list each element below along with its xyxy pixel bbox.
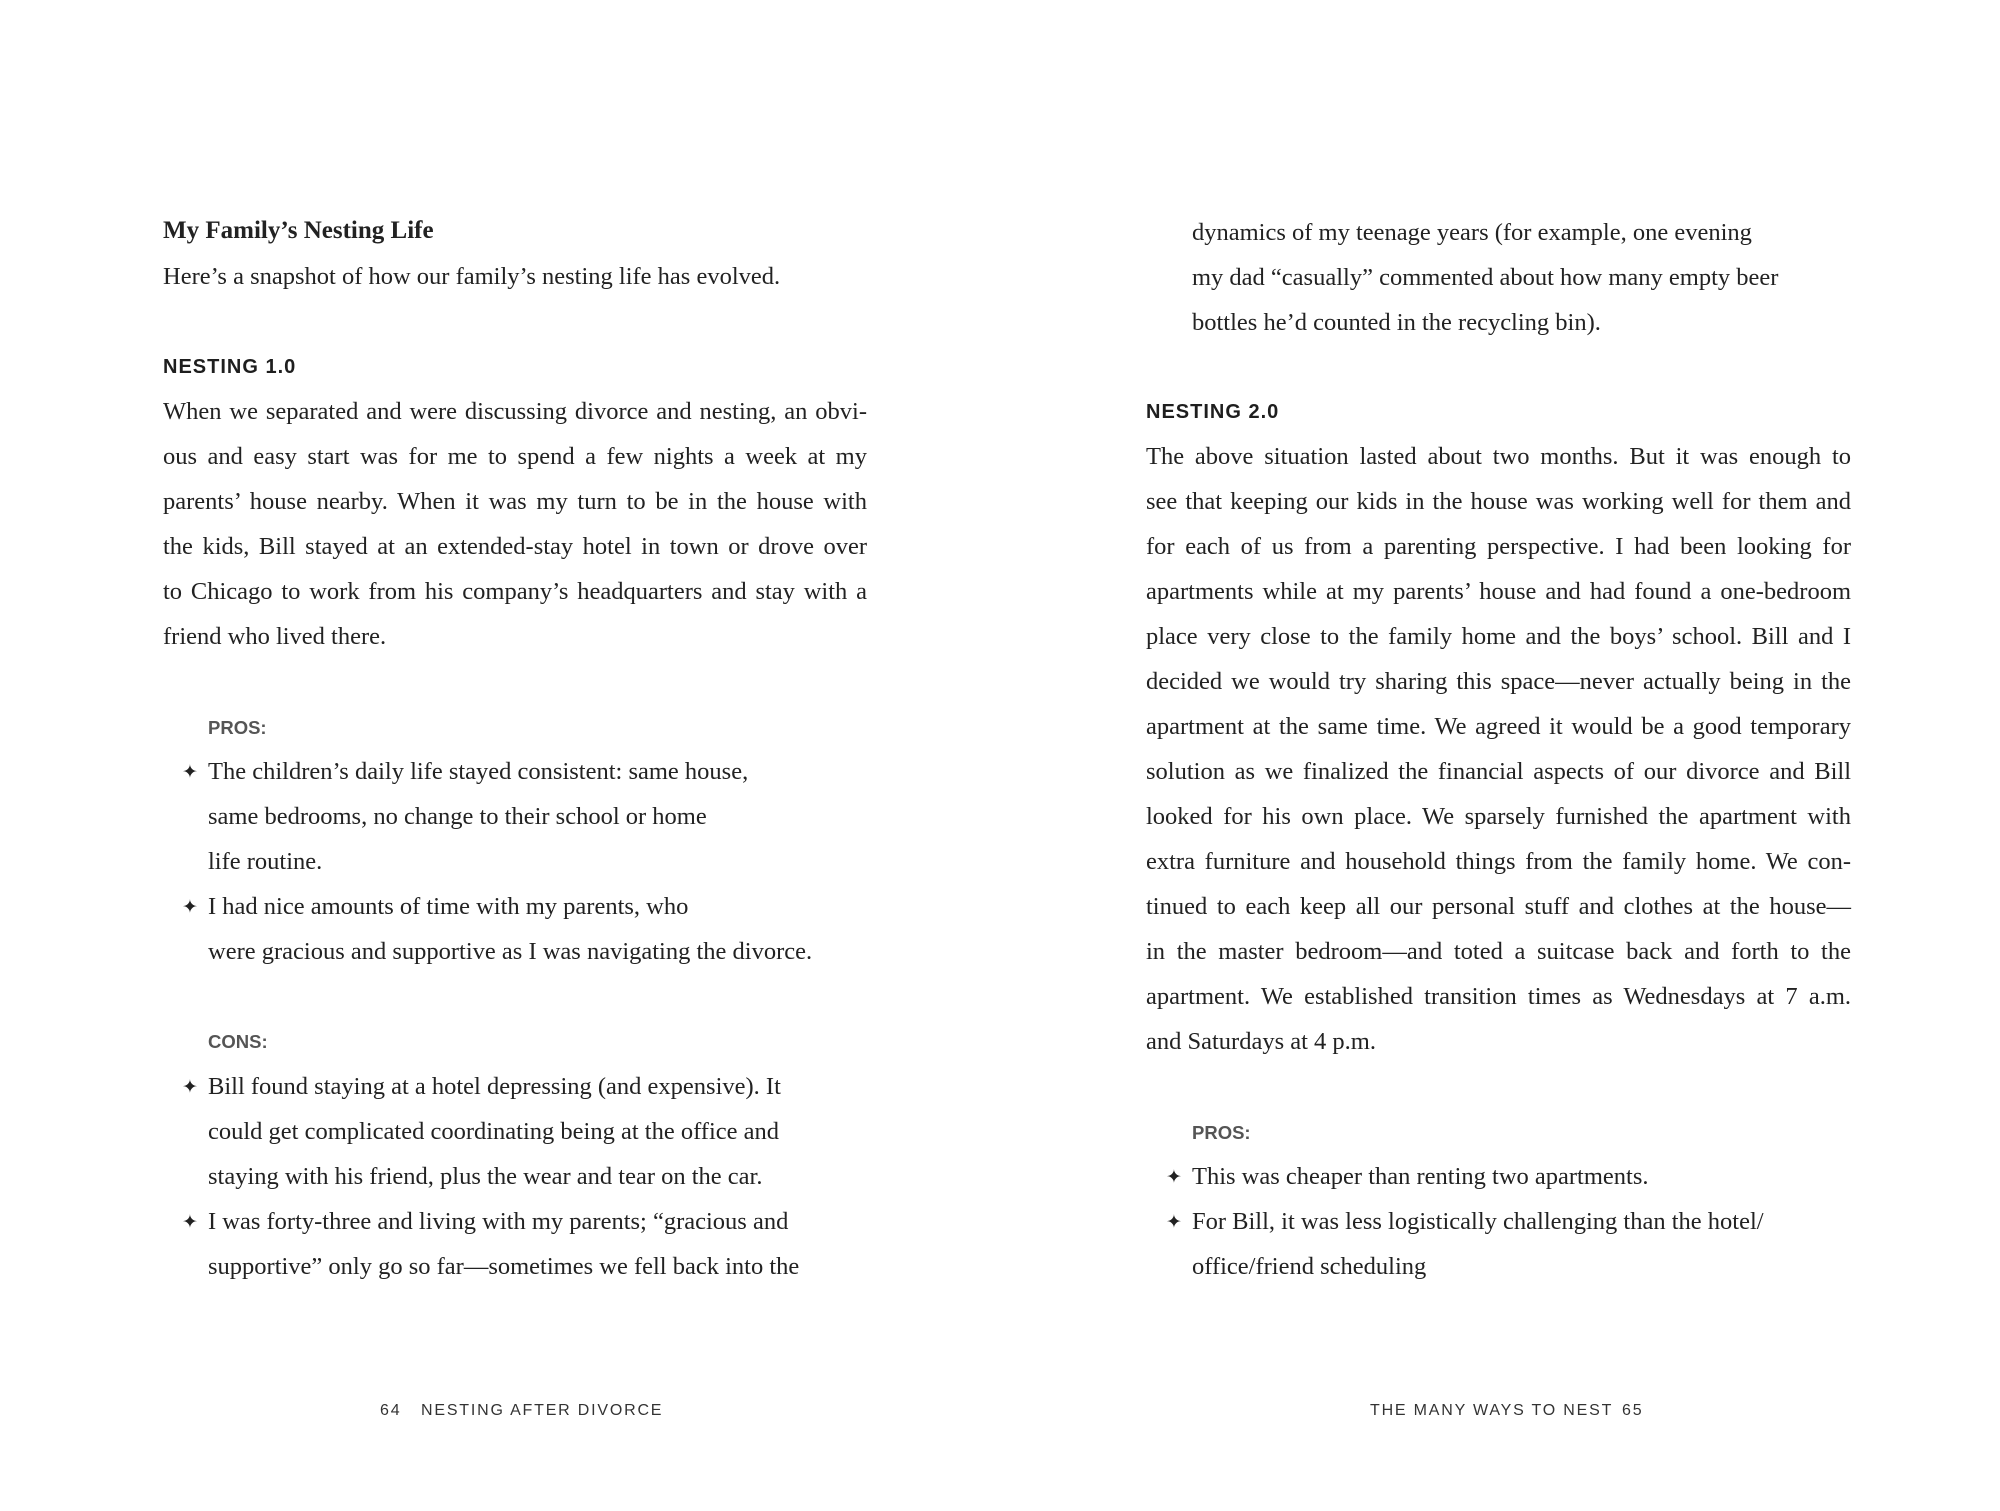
footer-book-title: NESTING AFTER DIVORCE (421, 1402, 664, 1419)
para-line: parents’ house nearby. When it was my turn to be in the house with (163, 488, 867, 515)
right-page (1000, 0, 2000, 1511)
nesting-2-heading: NESTING 2.0 (1146, 401, 1280, 423)
list-item-line: supportive” only go so far—sometimes we fell back into the (208, 1253, 800, 1280)
para-line: apartments while at my parents’ house and had found a one-bedroom (1146, 578, 1851, 605)
nesting-1-heading: NESTING 1.0 (163, 356, 297, 378)
list-item-line: I was forty-three and living with my parents; “gracious and (208, 1208, 789, 1235)
para-line: for each of us from a parenting perspective. I had been looking for (1146, 533, 1851, 560)
star-bullet-icon: ✦ (182, 761, 198, 783)
list-item-line: life routine. (208, 848, 323, 875)
pros-label: PROS: (208, 717, 267, 738)
carry-line: bottles he’d counted in the recycling bin). (1192, 309, 1601, 336)
para-line: solution as we finalized the financial aspects of our divorce and Bill (1146, 758, 1851, 785)
list-item-line: This was cheaper than renting two apartments. (1192, 1163, 1649, 1190)
para-line: to Chicago to work from his company’s headquarters and stay with a (163, 578, 867, 605)
carry-line: my dad “casually” commented about how many empty beer (1192, 264, 1779, 291)
para-line: in the master bedroom—and toted a suitcase back and forth to the (1146, 938, 1851, 965)
para-line: the kids, Bill stayed at an extended-stay hotel in town or drove over (163, 533, 867, 560)
para-line: When we separated and were discussing divorce and nesting, an obvi- (163, 398, 867, 425)
para-line: and Saturdays at 4 p.m. (1146, 1028, 1376, 1055)
list-item-line: same bedrooms, no change to their school or home (208, 803, 707, 830)
para-line: decided we would try sharing this space—never actually being in the (1146, 668, 1851, 695)
footer-page-number: 65 (1622, 1402, 1644, 1419)
cons-label: CONS: (208, 1031, 268, 1052)
footer-page-number: 64 (380, 1402, 402, 1419)
para-line: friend who lived there. (163, 623, 387, 650)
star-bullet-icon: ✦ (1166, 1211, 1182, 1233)
list-item-line: could get complicated coordinating being at the office and (208, 1118, 780, 1145)
list-item-line: For Bill, it was less logistically challenging than the hotel/ (1192, 1208, 1764, 1235)
para-line: apartment at the same time. We agreed it would be a good temporary (1146, 713, 1851, 740)
para-line: ous and easy start was for me to spend a few nights a week at my (163, 443, 867, 470)
list-item-line: office/friend scheduling (1192, 1253, 1427, 1280)
para-line: see that keeping our kids in the house was working well for them and (1146, 488, 1851, 515)
para-line: apartment. We established transition times as Wednesdays at 7 a.m. (1146, 983, 1851, 1010)
star-bullet-icon: ✦ (1166, 1166, 1182, 1188)
list-item-line: I had nice amounts of time with my parents, who (208, 893, 689, 920)
para-line: looked for his own place. We sparsely furnished the apartment with (1146, 803, 1851, 830)
intro-text: Here’s a snapshot of how our family’s nesting life has evolved. (163, 263, 781, 290)
star-bullet-icon: ✦ (182, 896, 198, 918)
list-item-line: The children’s daily life stayed consistent: same house, (208, 758, 749, 785)
para-line: extra furniture and household things from the family home. We con- (1146, 848, 1851, 875)
section-title: My Family’s Nesting Life (163, 217, 434, 244)
pros-label: PROS: (1192, 1122, 1251, 1143)
para-line: place very close to the family home and the boys’ school. Bill and I (1146, 623, 1851, 650)
star-bullet-icon: ✦ (182, 1076, 198, 1098)
carry-line: dynamics of my teenage years (for example, one evening (1192, 219, 1752, 246)
para-line: The above situation lasted about two months. But it was enough to (1146, 443, 1851, 470)
para-line: tinued to each keep all our personal stuff and clothes at the house— (1146, 893, 1851, 920)
star-bullet-icon: ✦ (182, 1211, 198, 1233)
footer-book-title: THE MANY WAYS TO NEST (1370, 1402, 1614, 1419)
list-item-line: staying with his friend, plus the wear and tear on the car. (208, 1163, 763, 1190)
list-item-line: were gracious and supportive as I was navigating the divorce. (208, 938, 813, 965)
list-item-line: Bill found staying at a hotel depressing (and expensive). It (208, 1073, 781, 1100)
